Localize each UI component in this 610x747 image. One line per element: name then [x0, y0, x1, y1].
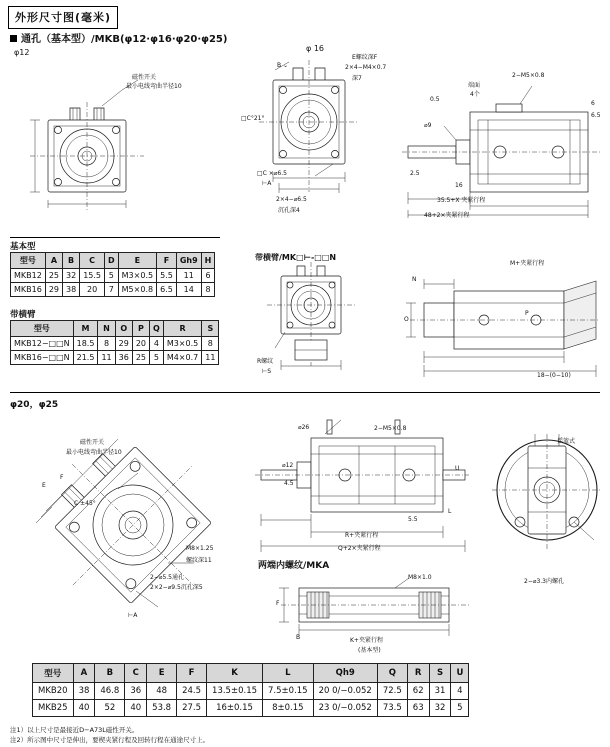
callout-e-left: E: [42, 482, 46, 489]
cell: 20: [80, 283, 105, 297]
cell: 16±0.15: [207, 700, 263, 717]
cell: 7.5±0.15: [263, 683, 314, 700]
callout-2-d33: 2−⌀3.3内螺孔: [524, 578, 564, 585]
cell: 20: [132, 337, 149, 351]
arm-model-note: 带横臂/MK□⊢-□□N: [255, 253, 337, 262]
th-p: P: [132, 321, 149, 337]
cell: M5×0.8: [118, 283, 156, 297]
callout-6: 6: [591, 100, 595, 107]
drawing-phi16-top: [255, 52, 365, 212]
callout-n: N: [412, 276, 417, 283]
cell: 24.5: [177, 683, 207, 700]
callout-q-2x-clamp: Q+2×夹紧行程: [338, 545, 381, 552]
th-q: Q: [377, 664, 407, 683]
cell: 8: [202, 337, 219, 351]
cell: 8: [201, 283, 215, 297]
cell: 38: [73, 683, 95, 700]
cell-model: MKB16: [11, 283, 46, 297]
cell: 14: [176, 283, 201, 297]
callout-angle-45: C ±45°: [74, 500, 96, 507]
th-r: R: [163, 321, 201, 337]
callout-f-inner: F: [276, 600, 280, 607]
callout-l: L: [448, 508, 452, 515]
cell: 53.8: [147, 700, 177, 717]
cell: 32: [429, 700, 451, 717]
note-2: 注2）所示图中尺寸是伸出，要楔夹紧行程及回转行程在通途尺寸上。: [10, 736, 210, 744]
th-s: S: [429, 664, 451, 683]
callout-depth7: 深7: [352, 75, 362, 82]
inner-thread-caption: 两端内螺纹/MKA: [258, 561, 330, 571]
callout-magnetic-switch-2: 磁性开关: [80, 439, 105, 446]
th-n: N: [98, 321, 115, 337]
th-f: F: [177, 664, 207, 683]
cell: 5.5: [157, 269, 177, 283]
callout-basic-type: (基本型): [358, 647, 381, 654]
page-title: 外形尺寸图(毫米): [8, 6, 118, 29]
th-h: H: [201, 253, 215, 269]
th-b: B: [95, 664, 125, 683]
cell: 72.5: [377, 683, 407, 700]
callout-2-d55: 2−⌀5.5通孔: [150, 574, 184, 581]
callout-dim-a: ⊢A: [262, 180, 272, 187]
cell: 38: [63, 283, 80, 297]
cell: M4×0.7: [163, 351, 201, 365]
callout-d12: ⌀12: [282, 462, 294, 469]
table-row: [11, 283, 215, 297]
cell: 11: [176, 269, 201, 283]
cell: 4: [150, 337, 164, 351]
callout-cradle-type: 揺篮式: [557, 438, 576, 445]
th-k: K: [207, 664, 263, 683]
label-phi12: φ12: [14, 48, 30, 57]
callout-section-b: B ⌄: [277, 62, 289, 69]
table-row: [11, 269, 215, 283]
th-qh9: Qh9: [313, 664, 377, 683]
cell: 6: [201, 269, 215, 283]
callout-2p5: 2.5: [410, 170, 420, 177]
callout-dim-a2: ⊢A: [128, 612, 138, 619]
cell: 73.5: [377, 700, 407, 717]
callout-dim-c-d65: □C ×⌀6.5: [257, 170, 287, 177]
cell: 20 0/−0.052: [313, 683, 377, 700]
callout-m-plus-clamp: M+夹紧行程: [510, 260, 545, 267]
cell: M3×0.5: [118, 269, 156, 283]
callout-355-x: 35.5+X 夹紧行程: [437, 197, 486, 204]
th-o: O: [115, 321, 132, 337]
callout-b-inner: B: [296, 634, 301, 641]
cell: 36: [115, 351, 132, 365]
cell: 5: [451, 700, 469, 717]
callout-dim-s: ⊢S: [262, 368, 272, 375]
cell: 11: [202, 351, 219, 365]
th-b: B: [63, 253, 80, 269]
cell: 25: [132, 351, 149, 365]
cell: 52: [95, 700, 125, 717]
divider-2: [10, 392, 600, 393]
cell: 31: [429, 683, 451, 700]
cell: 27.5: [177, 700, 207, 717]
th-c: C: [125, 664, 147, 683]
cell-model: MKB12: [11, 269, 46, 283]
th-e: E: [118, 253, 156, 269]
th-d: D: [105, 253, 119, 269]
callout-thread-depth-f: E螺纹深F: [352, 54, 378, 61]
callout-counterbore-depth4: 沉孔深4: [278, 207, 300, 214]
label-phi16: φ 16: [306, 44, 324, 53]
th-model: 型号: [33, 664, 74, 683]
callout-o: O: [404, 316, 409, 323]
cell: 29: [115, 337, 132, 351]
drawing-phi20-front: [18, 415, 248, 635]
callout-m8-125: M8×1.25: [186, 545, 214, 552]
callout-5p5: 5.5: [408, 516, 418, 523]
callout-end-face: 端面: [468, 82, 481, 89]
cell: 5: [150, 351, 164, 365]
bullet-square-icon: [10, 35, 17, 42]
cell: 62: [407, 683, 429, 700]
th-s: S: [202, 321, 219, 337]
section-subtitle: 通孔（基本型）/MKB(φ12·φ16·φ20·φ25): [10, 30, 227, 45]
arm-table-caption: 带横臂: [10, 310, 36, 320]
arm-table: [10, 320, 219, 365]
callout-48-2x: 48+2×夹紧行程: [424, 212, 470, 219]
cell: 40: [125, 700, 147, 717]
cell: 21.5: [73, 351, 98, 365]
cell: 18.5: [73, 337, 98, 351]
th-model: 型号: [11, 253, 46, 269]
callout-d9: ⌀9: [424, 122, 432, 129]
callout-magnetic-switch-1: 磁性开关: [132, 74, 157, 81]
th-l: L: [263, 664, 314, 683]
callout-18-0-10: 18−(0−10): [537, 372, 571, 379]
cell: 11: [98, 351, 115, 365]
table-row: [33, 700, 469, 717]
cell: 48: [147, 683, 177, 700]
cell: 32: [63, 269, 80, 283]
callout-r-thread: R螺纹: [257, 358, 274, 365]
callout-k-clamp: K+夹紧行程: [350, 637, 383, 644]
cell: 29: [45, 283, 62, 297]
cell: 5: [105, 269, 119, 283]
label-phi20-25: φ20，φ25: [10, 400, 59, 410]
drawing-arm-side: [400, 255, 605, 385]
cell: 46.8: [95, 683, 125, 700]
big-table: [32, 663, 469, 717]
drawing-phi16-side: [400, 60, 605, 220]
callout-2x2-d95: 2×2−⌀9.5沉孔深5: [150, 584, 203, 591]
callout-2-m5: 2−M5×0.8: [512, 72, 545, 79]
callout-2-m5-b: 2−M5×0.8: [374, 425, 407, 432]
callout-4p5: 4.5: [284, 480, 294, 487]
th-f: F: [157, 253, 177, 269]
cell: 13.5±0.15: [207, 683, 263, 700]
callout-d26: ⌀26: [298, 424, 310, 431]
th-gh9: Gh9: [176, 253, 201, 269]
cell: 25: [45, 269, 62, 283]
callout-r-clamp: R+夹紧行程: [345, 532, 379, 539]
cell: 7: [105, 283, 119, 297]
table-row: [33, 683, 469, 700]
table-row: [11, 351, 219, 365]
cell: 6.5: [157, 283, 177, 297]
callout-p: P: [525, 310, 529, 317]
divider-1: [10, 237, 220, 238]
callout-min-bend-radius-2: 最小电线弯曲半径10: [66, 449, 122, 456]
cell: 23 0/−0.052: [313, 700, 377, 717]
callout-16: 16: [455, 182, 463, 189]
th-e: E: [147, 664, 177, 683]
callout-thread-depth-11: 螺纹深11: [186, 557, 212, 564]
callout-min-bend-radius-1: 最小电线弯曲半径10: [126, 83, 182, 90]
cell-model: MKB16−□□N: [11, 351, 74, 365]
callout-2x4-m4: 2×4−M4×0.7: [345, 64, 387, 71]
cell: 63: [407, 700, 429, 717]
basic-table: [10, 252, 215, 297]
th-q: Q: [150, 321, 164, 337]
note-1: 注1）以上尺寸是最接近D−A73L磁性开关。: [10, 726, 139, 734]
callout-u: U: [455, 465, 460, 472]
cell: 40: [73, 700, 95, 717]
th-c: C: [80, 253, 105, 269]
th-a: A: [45, 253, 62, 269]
cell: M3×0.5: [163, 337, 201, 351]
callout-m8-10: M8×1.0: [408, 574, 432, 581]
th-r: R: [407, 664, 429, 683]
cell-model: MKB20: [33, 683, 74, 700]
th-a: A: [73, 664, 95, 683]
cell-model: MKB25: [33, 700, 74, 717]
cell: 4: [451, 683, 469, 700]
callout-4pcs: 4个: [470, 91, 480, 98]
callout-0p5: 0.5: [430, 96, 440, 103]
basic-table-caption: 基本型: [10, 242, 36, 252]
th-m: M: [73, 321, 98, 337]
cell: 36: [125, 683, 147, 700]
callout-angle-21: □C°21°: [241, 115, 265, 122]
table-row: [11, 337, 219, 351]
cell: 15.5: [80, 269, 105, 283]
callout-f-left: F: [60, 474, 64, 481]
callout-6p5: 6.5: [591, 112, 601, 119]
th-u: U: [451, 664, 469, 683]
callout-2x4-d65: 2×4−⌀6.5: [276, 196, 307, 203]
drawing-phi20-rear: [490, 418, 605, 578]
cell-model: MKB12−□□N: [11, 337, 74, 351]
th-model: 型号: [11, 321, 74, 337]
cell: 8±0.15: [263, 700, 314, 717]
cell: 8: [98, 337, 115, 351]
